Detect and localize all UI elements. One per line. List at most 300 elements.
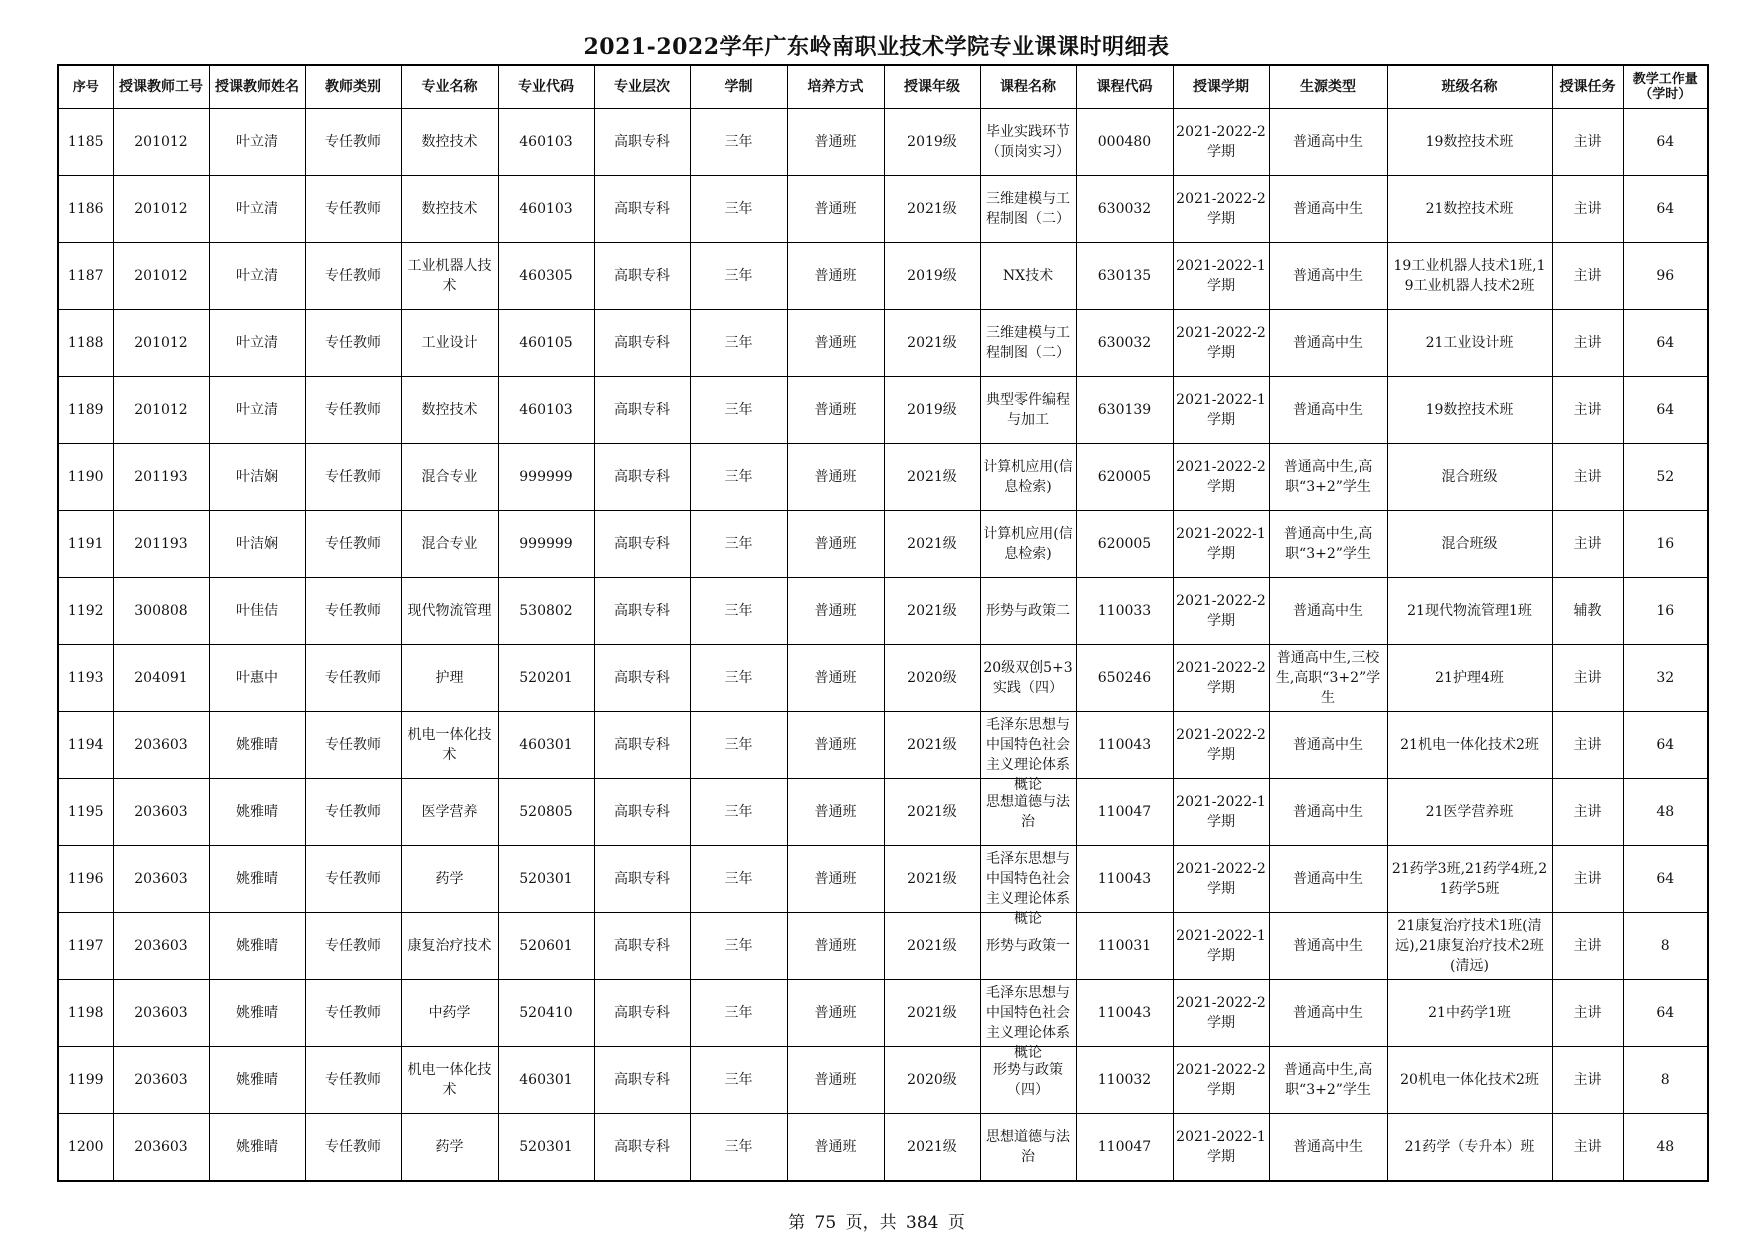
cell-text: 2020级	[907, 670, 957, 686]
table-cell	[884, 1047, 980, 1114]
cell-text: 辅教	[1573, 603, 1602, 619]
table-cell	[305, 846, 401, 913]
table-cell	[1076, 109, 1173, 176]
cell-text: 2021-2022-1学期	[1176, 526, 1266, 562]
cell-text: 普通高中生,高职“3+2”学生	[1283, 459, 1373, 495]
cell-text: 数控技术	[421, 201, 478, 217]
cell-text: 专任教师	[325, 134, 381, 150]
cell-text: 专任教师	[325, 201, 381, 217]
table-cell	[1387, 913, 1552, 980]
cell-text: 460301	[519, 737, 573, 753]
cell-text: 高职专科	[614, 804, 670, 820]
cell-text: 1196	[67, 871, 104, 887]
table-cell	[1173, 444, 1269, 511]
cell-text: 2021-2022-2学期	[1176, 593, 1266, 629]
table-cell	[1623, 1114, 1708, 1182]
cell-text: 三维建模与工程制图（二）	[986, 325, 1070, 361]
table-cell	[690, 980, 787, 1047]
table-cell	[787, 712, 884, 779]
table-row	[58, 1047, 1708, 1114]
cell-text: 300808	[134, 603, 188, 619]
cell-text: 2021级	[907, 335, 957, 351]
cell-text: 203603	[134, 1005, 188, 1021]
cell-text: 三年	[724, 402, 753, 418]
table-cell	[1623, 645, 1708, 712]
cell-text: 专任教师	[325, 1072, 381, 1088]
table-cell	[884, 444, 980, 511]
table-cell	[209, 176, 305, 243]
cell-text: 999999	[519, 469, 573, 485]
cell-text: 普通高中生	[1293, 804, 1363, 820]
cell-text: 普通高中生,三校生,高职“3+2”学生	[1275, 650, 1381, 706]
table-cell	[209, 310, 305, 377]
table-cell	[58, 310, 113, 377]
table-cell	[305, 980, 401, 1047]
cell-text: 数控技术	[421, 134, 478, 150]
cell-text: 主讲	[1573, 402, 1602, 418]
cell-text: 530802	[519, 603, 573, 619]
cell-text: 520201	[519, 670, 573, 686]
cell-text: 19工业机器人技术1班,19工业机器人技术2班	[1393, 258, 1546, 294]
cell-text: 普通班	[814, 1139, 857, 1155]
cell-text: 520301	[519, 871, 573, 887]
table-cell	[401, 846, 498, 913]
table-cell	[594, 779, 690, 846]
cell-text: 1192	[67, 603, 104, 619]
cell-text: 630135	[1097, 268, 1152, 284]
cell-text: 高职专科	[614, 469, 670, 485]
table-cell	[594, 377, 690, 444]
cell-text: 形势与政策（四）	[993, 1062, 1063, 1098]
table-cell	[1076, 176, 1173, 243]
cell-text: 专任教师	[325, 268, 381, 284]
cell-text: 专任教师	[325, 536, 381, 552]
table-cell	[1269, 1047, 1387, 1114]
table-cell	[209, 578, 305, 645]
table-cell	[594, 980, 690, 1047]
table-cell	[1269, 846, 1387, 913]
cell-text: 201012	[134, 201, 188, 217]
cell-text: 1189	[67, 402, 104, 418]
cell-text: 110047	[1097, 1139, 1152, 1155]
table-cell	[113, 913, 209, 980]
cell-text: 201193	[134, 536, 188, 552]
header-cell: 生源类型	[1269, 65, 1387, 109]
table-cell	[594, 511, 690, 578]
table-cell	[209, 243, 305, 310]
cell-text: 主讲	[1573, 335, 1602, 351]
cell-text: 8	[1660, 1072, 1670, 1088]
table-cell	[690, 176, 787, 243]
cell-text: 普通班	[814, 201, 857, 217]
cell-text: 普通高中生,高职“3+2”学生	[1283, 1062, 1373, 1098]
cell-text: 1199	[67, 1072, 104, 1088]
table-cell	[113, 779, 209, 846]
cell-text: 普通班	[814, 335, 857, 351]
course-hours-table	[57, 64, 1709, 1182]
cell-text: 三年	[724, 134, 753, 150]
cell-text: 普通班	[814, 1005, 857, 1021]
table-cell	[594, 712, 690, 779]
cell-text: 2019级	[907, 402, 957, 418]
table-cell	[1076, 913, 1173, 980]
cell-text: 64	[1656, 201, 1675, 217]
table-cell	[690, 444, 787, 511]
cell-text: 1193	[67, 670, 104, 686]
cell-text: 中药学	[428, 1005, 471, 1021]
table-cell	[498, 1114, 594, 1182]
cell-text: 2021-2022-1学期	[1176, 928, 1266, 964]
table-cell	[305, 712, 401, 779]
table-cell	[305, 645, 401, 712]
cell-text: 1185	[67, 134, 104, 150]
table-cell	[1387, 444, 1552, 511]
cell-text: 8	[1660, 938, 1670, 954]
cell-text: 460105	[519, 335, 573, 351]
cell-text: 21护理4班	[1435, 670, 1504, 686]
table-cell	[884, 578, 980, 645]
table-cell	[113, 176, 209, 243]
table-cell	[1623, 511, 1708, 578]
table-row	[58, 176, 1708, 243]
table-cell	[498, 578, 594, 645]
table-row	[58, 243, 1708, 310]
cell-text: 1194	[67, 737, 104, 753]
table-cell	[980, 444, 1076, 511]
table-cell	[401, 712, 498, 779]
cell-text: 主讲	[1573, 737, 1602, 753]
cell-text: 混合班级	[1441, 536, 1498, 552]
table-cell	[884, 176, 980, 243]
cell-text: 2021-2022-1学期	[1176, 392, 1266, 428]
cell-text: 1197	[67, 938, 104, 954]
header-cell: 授课学期	[1173, 65, 1269, 109]
table-cell	[498, 109, 594, 176]
table-cell	[1173, 779, 1269, 846]
table-cell	[58, 779, 113, 846]
cell-text: 叶惠中	[236, 670, 278, 686]
cell-text: 21医学营养班	[1425, 804, 1514, 820]
table-cell	[1387, 1047, 1552, 1114]
table-cell	[209, 846, 305, 913]
table-cell	[498, 645, 594, 712]
cell-text: 专任教师	[325, 737, 381, 753]
table-cell	[498, 913, 594, 980]
header-cell: 授课教师工号	[113, 65, 209, 109]
cell-text: 主讲	[1573, 1005, 1602, 1021]
cell-text: 32	[1656, 670, 1675, 686]
cell-text: 普通高中生	[1293, 268, 1363, 284]
cell-text: 普通高中生	[1293, 134, 1363, 150]
cell-text: 2021-2022-1学期	[1176, 794, 1266, 830]
cell-text: 96	[1656, 268, 1675, 284]
table-cell	[1269, 1114, 1387, 1182]
cell-text: 2021-2022-1学期	[1176, 1129, 1266, 1165]
cell-text: 普通班	[814, 938, 857, 954]
table-cell	[1076, 1047, 1173, 1114]
table-cell	[1552, 846, 1623, 913]
table-cell	[1623, 1047, 1708, 1114]
cell-text: 110043	[1097, 1005, 1152, 1021]
table-row	[58, 444, 1708, 511]
cell-text: 姚雅晴	[236, 737, 278, 753]
cell-text: 2021-2022-2学期	[1176, 660, 1266, 696]
table-cell	[1623, 846, 1708, 913]
cell-text: 48	[1656, 1139, 1675, 1155]
cell-text: 000480	[1097, 134, 1152, 150]
table-cell	[1387, 377, 1552, 444]
cell-text: 201012	[134, 335, 188, 351]
cell-text: 主讲	[1573, 938, 1602, 954]
cell-text: 姚雅晴	[236, 871, 278, 887]
table-cell	[884, 243, 980, 310]
table-cell	[209, 1114, 305, 1182]
cell-text: 药学	[435, 871, 464, 887]
table-cell	[401, 779, 498, 846]
table-cell	[305, 377, 401, 444]
table-cell	[58, 176, 113, 243]
table-cell	[1076, 310, 1173, 377]
table-cell	[690, 310, 787, 377]
table-cell	[787, 1114, 884, 1182]
table-cell	[787, 779, 884, 846]
table-cell	[113, 243, 209, 310]
table-cell	[1269, 444, 1387, 511]
cell-text: 数控技术	[421, 402, 478, 418]
table-cell	[884, 779, 980, 846]
table-cell	[884, 712, 980, 779]
table-cell	[58, 511, 113, 578]
cell-text: 专任教师	[325, 1139, 381, 1155]
table-cell	[690, 779, 787, 846]
header-cell: 授课教师姓名	[209, 65, 305, 109]
table-cell	[1269, 243, 1387, 310]
cell-text: 普通高中生	[1293, 1139, 1363, 1155]
cell-text: 16	[1656, 603, 1675, 619]
table-cell	[209, 645, 305, 712]
table-cell	[594, 913, 690, 980]
cell-text: 2021-2022-2学期	[1176, 325, 1266, 361]
cell-text: 203603	[134, 1072, 188, 1088]
cell-text: 2019级	[907, 134, 957, 150]
table-cell	[1387, 109, 1552, 176]
table-cell	[1623, 980, 1708, 1047]
table-cell	[209, 779, 305, 846]
table-cell	[594, 578, 690, 645]
table-cell	[980, 578, 1076, 645]
table-cell	[58, 578, 113, 645]
header-cell: 课程代码	[1076, 65, 1173, 109]
table-cell	[787, 109, 884, 176]
cell-text: 650246	[1097, 670, 1152, 686]
table-cell	[401, 645, 498, 712]
table-cell	[58, 109, 113, 176]
cell-text: 高职专科	[614, 603, 670, 619]
cell-text: 毛泽东思想与中国特色社会主义理论体系概论	[986, 717, 1070, 793]
table-cell	[1173, 1047, 1269, 1114]
table-cell	[690, 511, 787, 578]
table-cell	[594, 1114, 690, 1182]
cell-text: 110031	[1097, 938, 1152, 954]
table-cell	[401, 377, 498, 444]
table-body	[58, 109, 1708, 1182]
cell-text: 形势与政策二	[986, 603, 1070, 619]
table-row	[58, 310, 1708, 377]
cell-text: 64	[1656, 737, 1675, 753]
table-cell	[113, 109, 209, 176]
table-cell	[1076, 1114, 1173, 1182]
table-cell	[209, 377, 305, 444]
table-cell	[1269, 913, 1387, 980]
header-cell: 班级名称	[1387, 65, 1552, 109]
cell-text: 混合班级	[1441, 469, 1498, 485]
table-cell	[980, 980, 1076, 1061]
cell-text: 普通班	[814, 804, 857, 820]
cell-text: 高职专科	[614, 1072, 670, 1088]
table-cell	[787, 444, 884, 511]
table-cell	[1552, 1047, 1623, 1114]
cell-text: 52	[1656, 469, 1675, 485]
table-cell	[305, 779, 401, 846]
cell-text: 姚雅晴	[236, 938, 278, 954]
table-cell	[1387, 779, 1552, 846]
cell-text: 2021-2022-2学期	[1176, 861, 1266, 897]
table-cell	[787, 377, 884, 444]
table-cell	[1623, 109, 1708, 176]
cell-text: 普通班	[814, 871, 857, 887]
table-cell	[980, 712, 1076, 793]
cell-text: 64	[1656, 871, 1675, 887]
table-cell	[1623, 578, 1708, 645]
cell-text: 三年	[724, 670, 753, 686]
table-cell	[1269, 377, 1387, 444]
cell-text: 460103	[519, 134, 573, 150]
table-cell	[401, 578, 498, 645]
table-cell	[1552, 913, 1623, 980]
header-cell: 培养方式	[787, 65, 884, 109]
table-cell	[209, 109, 305, 176]
table-cell	[690, 377, 787, 444]
table-cell	[209, 444, 305, 511]
table-cell	[1387, 846, 1552, 913]
cell-text: 三年	[724, 536, 753, 552]
table-cell	[1269, 645, 1387, 712]
table-cell	[1387, 578, 1552, 645]
cell-text: 毛泽东思想与中国特色社会主义理论体系概论	[986, 851, 1070, 927]
cell-text: 110047	[1097, 804, 1152, 820]
table-row	[58, 913, 1708, 980]
cell-text: 专任教师	[325, 938, 381, 954]
table-cell	[305, 176, 401, 243]
table-cell	[884, 645, 980, 712]
table-cell	[1387, 176, 1552, 243]
cell-text: 2021-2022-1学期	[1176, 258, 1266, 294]
cell-text: 普通班	[814, 1072, 857, 1088]
cell-text: 普通班	[814, 670, 857, 686]
table-cell	[1623, 913, 1708, 980]
cell-text: 2021级	[907, 737, 957, 753]
cell-text: 201193	[134, 469, 188, 485]
table-cell	[884, 109, 980, 176]
table-cell	[1076, 511, 1173, 578]
cell-text: 护理	[435, 670, 464, 686]
cell-text: 康复治疗技术	[407, 938, 492, 954]
table-cell	[980, 310, 1076, 377]
cell-text: 普通高中生,高职“3+2”学生	[1283, 526, 1373, 562]
cell-text: 普通班	[814, 402, 857, 418]
cell-text: 三年	[724, 938, 753, 954]
table-cell	[113, 377, 209, 444]
table-cell	[1623, 176, 1708, 243]
table-cell	[1173, 846, 1269, 913]
cell-text: 毕业实践环节（顶岗实习）	[986, 124, 1070, 160]
table-cell	[498, 444, 594, 511]
cell-text: 2021-2022-2学期	[1176, 1062, 1266, 1098]
cell-text: 普通高中生	[1293, 201, 1363, 217]
cell-text: 普通班	[814, 469, 857, 485]
table-cell	[1552, 645, 1623, 712]
cell-text: 专任教师	[325, 402, 381, 418]
cell-text: 普通班	[814, 536, 857, 552]
table-cell	[58, 1114, 113, 1182]
table-cell	[209, 511, 305, 578]
table-cell	[980, 846, 1076, 927]
table-cell	[1269, 980, 1387, 1047]
cell-text: 19数控技术班	[1425, 402, 1514, 418]
cell-text: 2021-2022-2学期	[1176, 124, 1266, 160]
table-cell	[884, 377, 980, 444]
cell-text: 520410	[519, 1005, 573, 1021]
cell-text: 三维建模与工程制图（二）	[986, 191, 1070, 227]
table-cell	[305, 578, 401, 645]
cell-text: 专任教师	[325, 335, 381, 351]
cell-text: 2021级	[907, 201, 957, 217]
table-cell	[113, 578, 209, 645]
table-cell	[1173, 1114, 1269, 1182]
cell-text: 203603	[134, 871, 188, 887]
table-cell	[980, 243, 1076, 310]
table-cell	[594, 243, 690, 310]
table-cell	[1552, 377, 1623, 444]
cell-text: 三年	[724, 1072, 753, 1088]
cell-text: 三年	[724, 469, 753, 485]
table-cell	[113, 444, 209, 511]
cell-text: 2021-2022-2学期	[1176, 995, 1266, 1031]
cell-text: 204091	[134, 670, 188, 686]
cell-text: 形势与政策一	[986, 938, 1070, 954]
table-cell	[690, 645, 787, 712]
cell-text: 姚雅晴	[236, 1005, 278, 1021]
table-row	[58, 109, 1708, 176]
table-cell	[498, 377, 594, 444]
table-cell	[1173, 511, 1269, 578]
table-cell	[1076, 444, 1173, 511]
cell-text: 叶佳佶	[236, 603, 278, 619]
page-title: 2021-2022学年广东岭南职业技术学院专业课课时明细表	[583, 34, 1170, 60]
cell-text: 主讲	[1573, 469, 1602, 485]
cell-text: 2021级	[907, 804, 957, 820]
table-cell	[305, 913, 401, 980]
table-cell	[1387, 1114, 1552, 1182]
table-cell	[1076, 846, 1173, 913]
cell-text: 三年	[724, 1005, 753, 1021]
table-cell	[1552, 176, 1623, 243]
table-cell	[1076, 712, 1173, 779]
cell-text: 混合专业	[421, 536, 478, 552]
table-cell	[1552, 511, 1623, 578]
cell-text: 高职专科	[614, 670, 670, 686]
cell-text: 2021-2022-2学期	[1176, 459, 1266, 495]
